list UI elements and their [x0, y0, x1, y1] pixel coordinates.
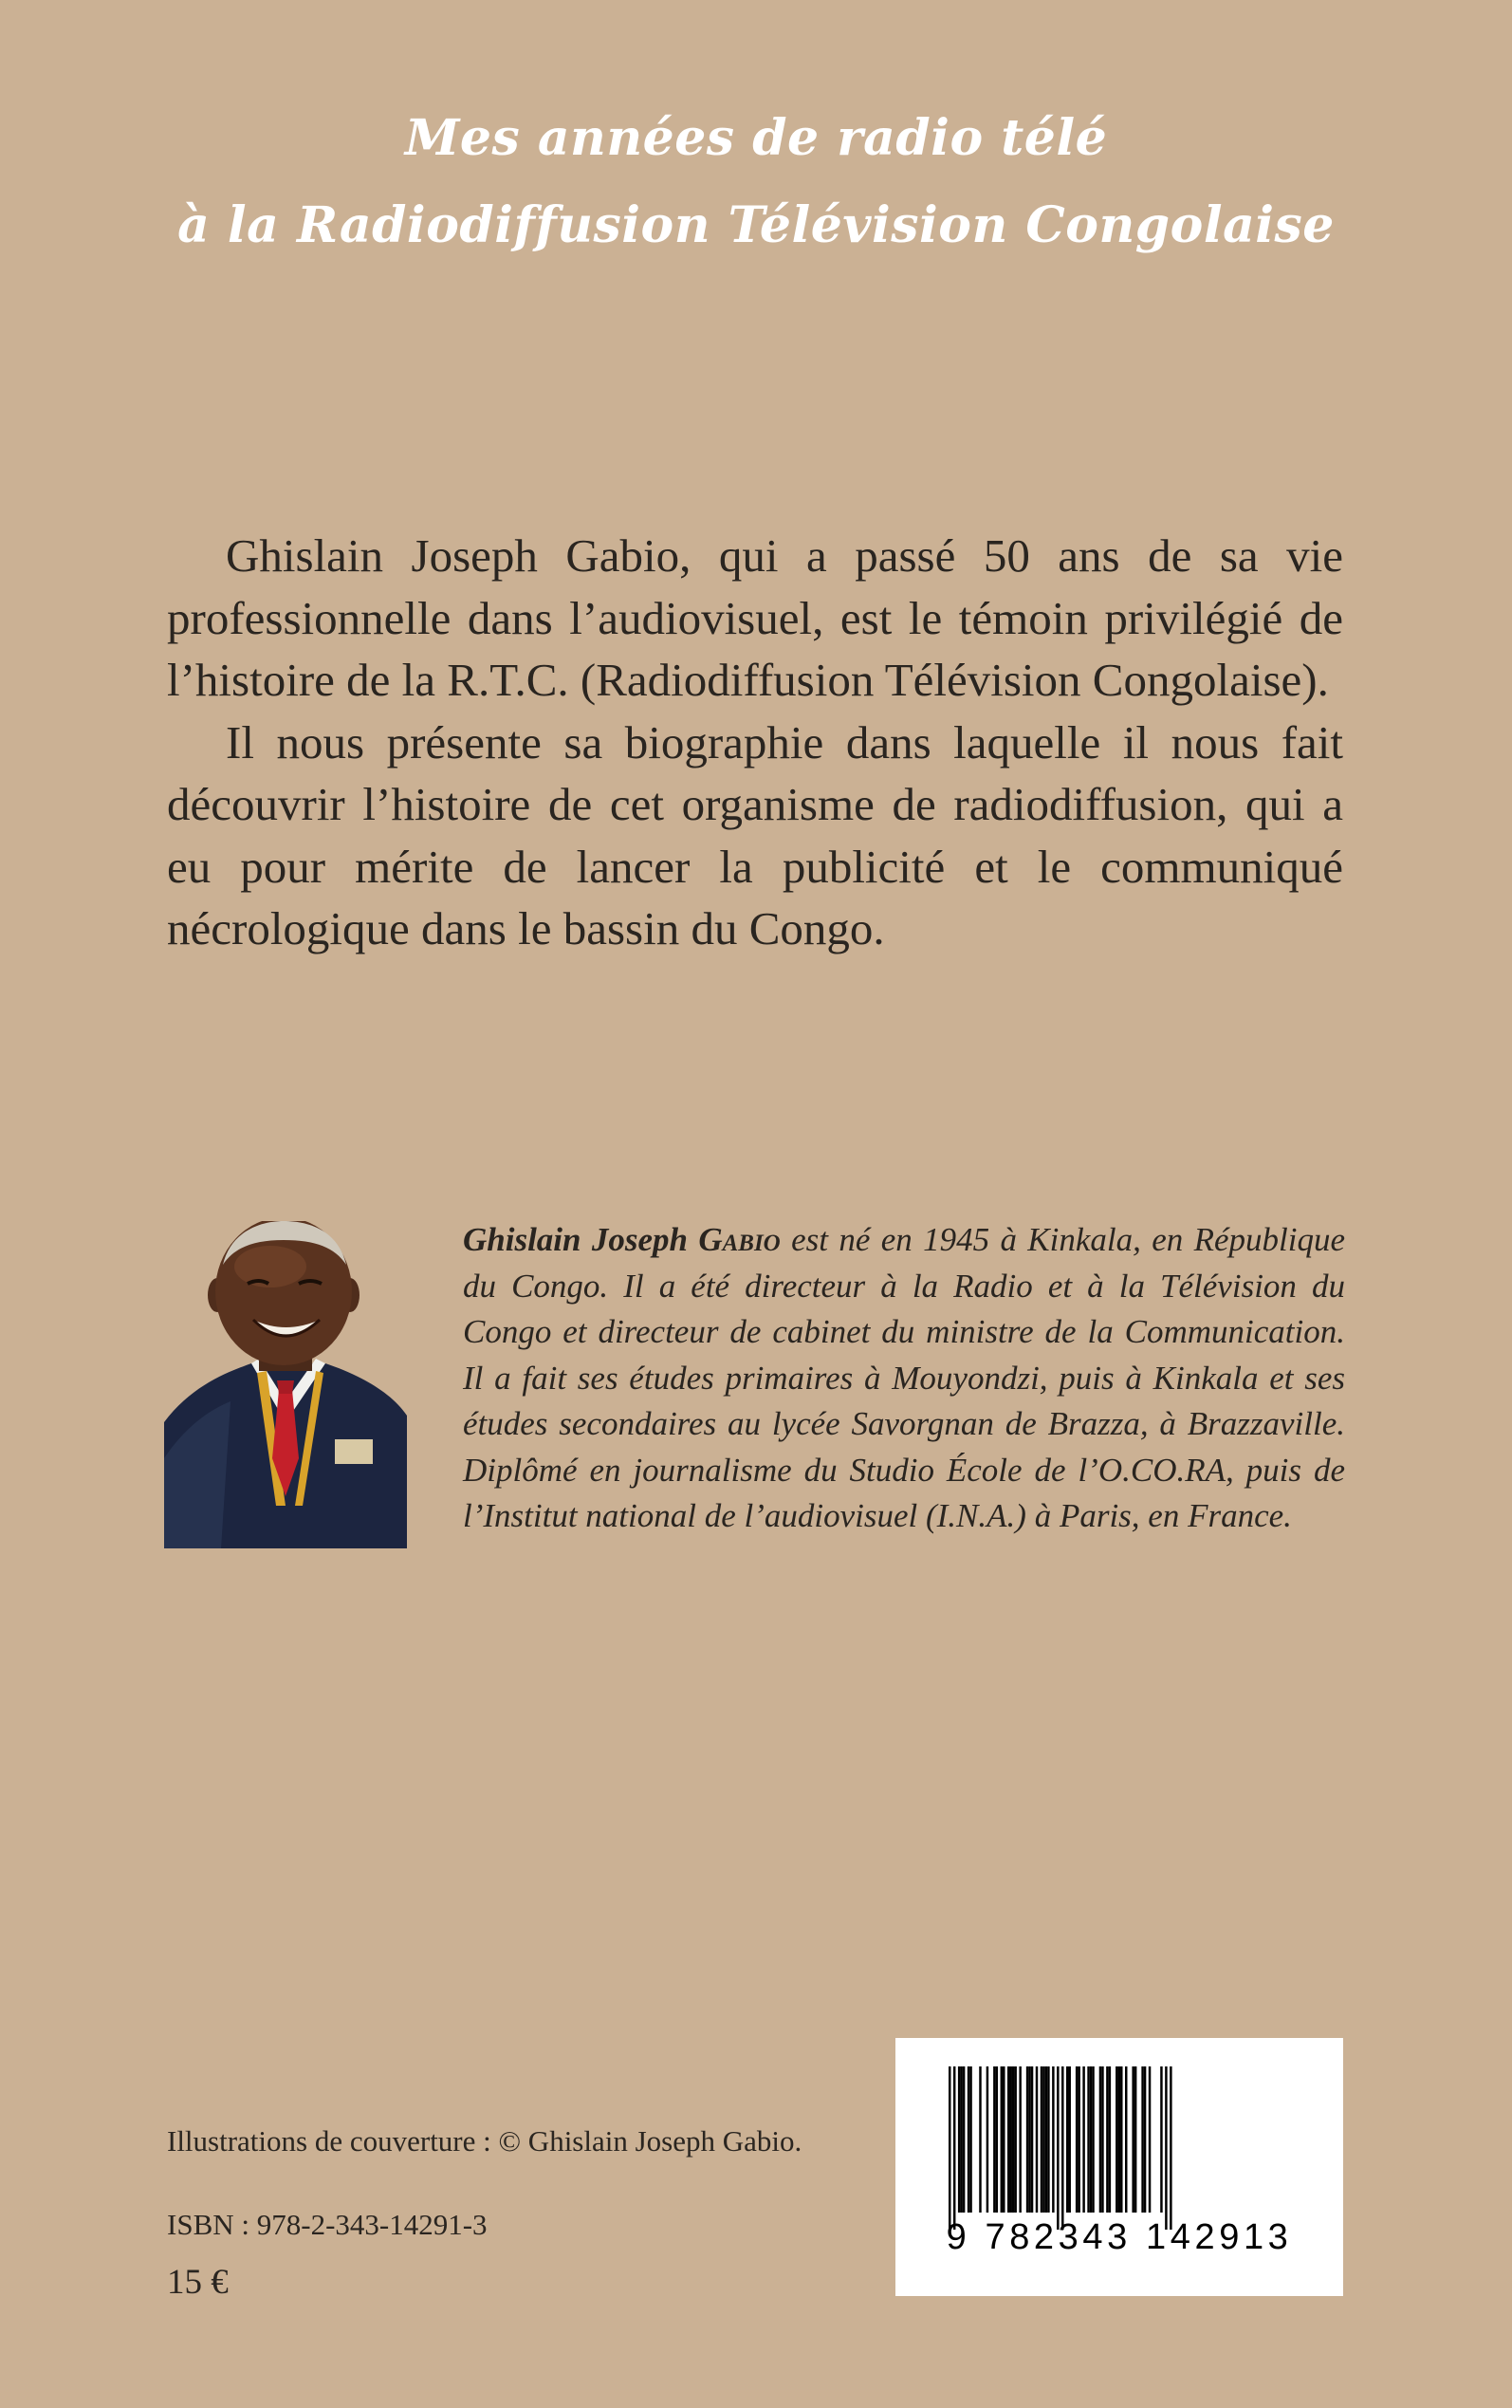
summary-paragraph-2: Il nous présente sa biographie dans laquelle il nous fait découvrir l’histoire de cet organisme de radiodiffusion, qui a eu pour mérite de lancer la publicité et le communiqué nécrologique dans le bassin du Congo. — [167, 715, 1343, 954]
barcode — [895, 2038, 1343, 2296]
barcode-bar — [1144, 2066, 1146, 2213]
book-title-line-2: à la Radiodiffusion Télévision Congolaise — [177, 196, 1335, 254]
barcode-bar — [1009, 2066, 1011, 2213]
author-first-names: Ghislain Joseph — [463, 1221, 688, 1258]
barcode-bar — [993, 2066, 995, 2213]
barcode-bar — [1082, 2066, 1084, 2213]
book-title — [0, 95, 1512, 269]
barcode-bar — [1106, 2066, 1108, 2213]
barcode-bar — [1041, 2066, 1042, 2213]
barcode-bar — [1078, 2066, 1079, 2213]
barcode-guard-bar — [953, 2066, 955, 2230]
barcode-bar — [1101, 2066, 1103, 2213]
author-photo — [164, 1221, 407, 1548]
barcode-bar — [1134, 2066, 1136, 2213]
barcode-bar — [1012, 2066, 1014, 2213]
barcode-bar — [1036, 2066, 1038, 2213]
author-name — [463, 1221, 781, 1258]
barcode-bar — [1141, 2066, 1143, 2213]
barcode-bar — [1068, 2066, 1070, 2213]
author-bio — [463, 1217, 1345, 1540]
isbn: ISBN : 978-2-343-14291-3 — [167, 2208, 488, 2241]
barcode-bar — [1132, 2066, 1134, 2213]
barcode-bar — [1149, 2066, 1151, 2213]
barcode-bar — [1045, 2066, 1047, 2213]
barcode-bar — [979, 2066, 981, 2213]
barcode-digits: 9 782343 142913 — [946, 2217, 1293, 2257]
barcode-bar — [1047, 2066, 1049, 2213]
barcode-bar — [1087, 2066, 1089, 2213]
barcode-bar — [1014, 2066, 1016, 2213]
barcode-guard-bar — [1165, 2066, 1167, 2230]
author-bio-text: est né en 1945 à Kinkala, en République du Congo. Il a été directeur à la Radio et à la Télévision du Congo et directeur de cabinet du ministre de la Communication. Il a fait ses études primaires à Mouyondzi, puis à Kinkala et ses études secondaires au lycée Savorgnan de Brazza, à Brazzaville. Diplômé en journalisme du Studio École de l’O.CO.RA, puis de l’Institut national de l’audiovisuel (I.N.A.) à Paris, en France. — [463, 1221, 1346, 1534]
barcode-bar — [986, 2066, 988, 2213]
barcode-bar — [1160, 2066, 1162, 2213]
barcode-bar — [968, 2066, 969, 2213]
barcode-bar — [1092, 2066, 1094, 2213]
barcode-bar — [1090, 2066, 1092, 2213]
author-portrait-illustration — [164, 1221, 407, 1548]
barcode-bar — [1028, 2066, 1030, 2213]
price: 15 € — [167, 2263, 229, 2302]
barcode-bar — [969, 2066, 971, 2213]
barcode-bar — [1031, 2066, 1033, 2213]
barcode-bar — [1001, 2066, 1003, 2213]
summary-paragraph-1: Ghislain Joseph Gabio, qui a passé 50 ans de sa vie professionnelle dans l’audiovisuel, est le témoin privilégié de l’histoire de la R.T.C. (Radiodiffusion Télévision Congolaise). — [167, 529, 1343, 706]
barcode-bar — [1118, 2066, 1120, 2213]
barcode-guard-bar — [1061, 2066, 1063, 2230]
barcode-bar — [996, 2066, 998, 2213]
barcode-bar — [1099, 2066, 1101, 2213]
cover-credits: Illustrations de couverture : © Ghislain Joseph Gabio. — [167, 2124, 802, 2158]
barcode-bar — [1076, 2066, 1078, 2213]
barcode-bar — [1116, 2066, 1117, 2213]
barcode-bar — [963, 2066, 965, 2213]
barcode-bar — [960, 2066, 962, 2213]
book-summary — [167, 525, 1343, 960]
barcode-bar — [1003, 2066, 1005, 2213]
barcode-bar — [1007, 2066, 1009, 2213]
barcode-bar — [1052, 2066, 1054, 2213]
barcode-guard-bar — [1057, 2066, 1059, 2230]
barcode-bar — [1125, 2066, 1127, 2213]
barcode-bar — [1042, 2066, 1044, 2213]
barcode-bar — [1066, 2066, 1068, 2213]
barcode-bar — [1026, 2066, 1028, 2213]
barcode-guard-bar — [1170, 2066, 1171, 2230]
barcode-bar — [958, 2066, 960, 2213]
barcode-bar — [1109, 2066, 1111, 2213]
author-surname: Gabio — [698, 1221, 781, 1258]
barcode-guard-bar — [949, 2066, 950, 2230]
book-title-line-1: Mes années de radio télé — [404, 109, 1108, 167]
barcode-bar — [1120, 2066, 1122, 2213]
barcode-bar — [1019, 2066, 1021, 2213]
